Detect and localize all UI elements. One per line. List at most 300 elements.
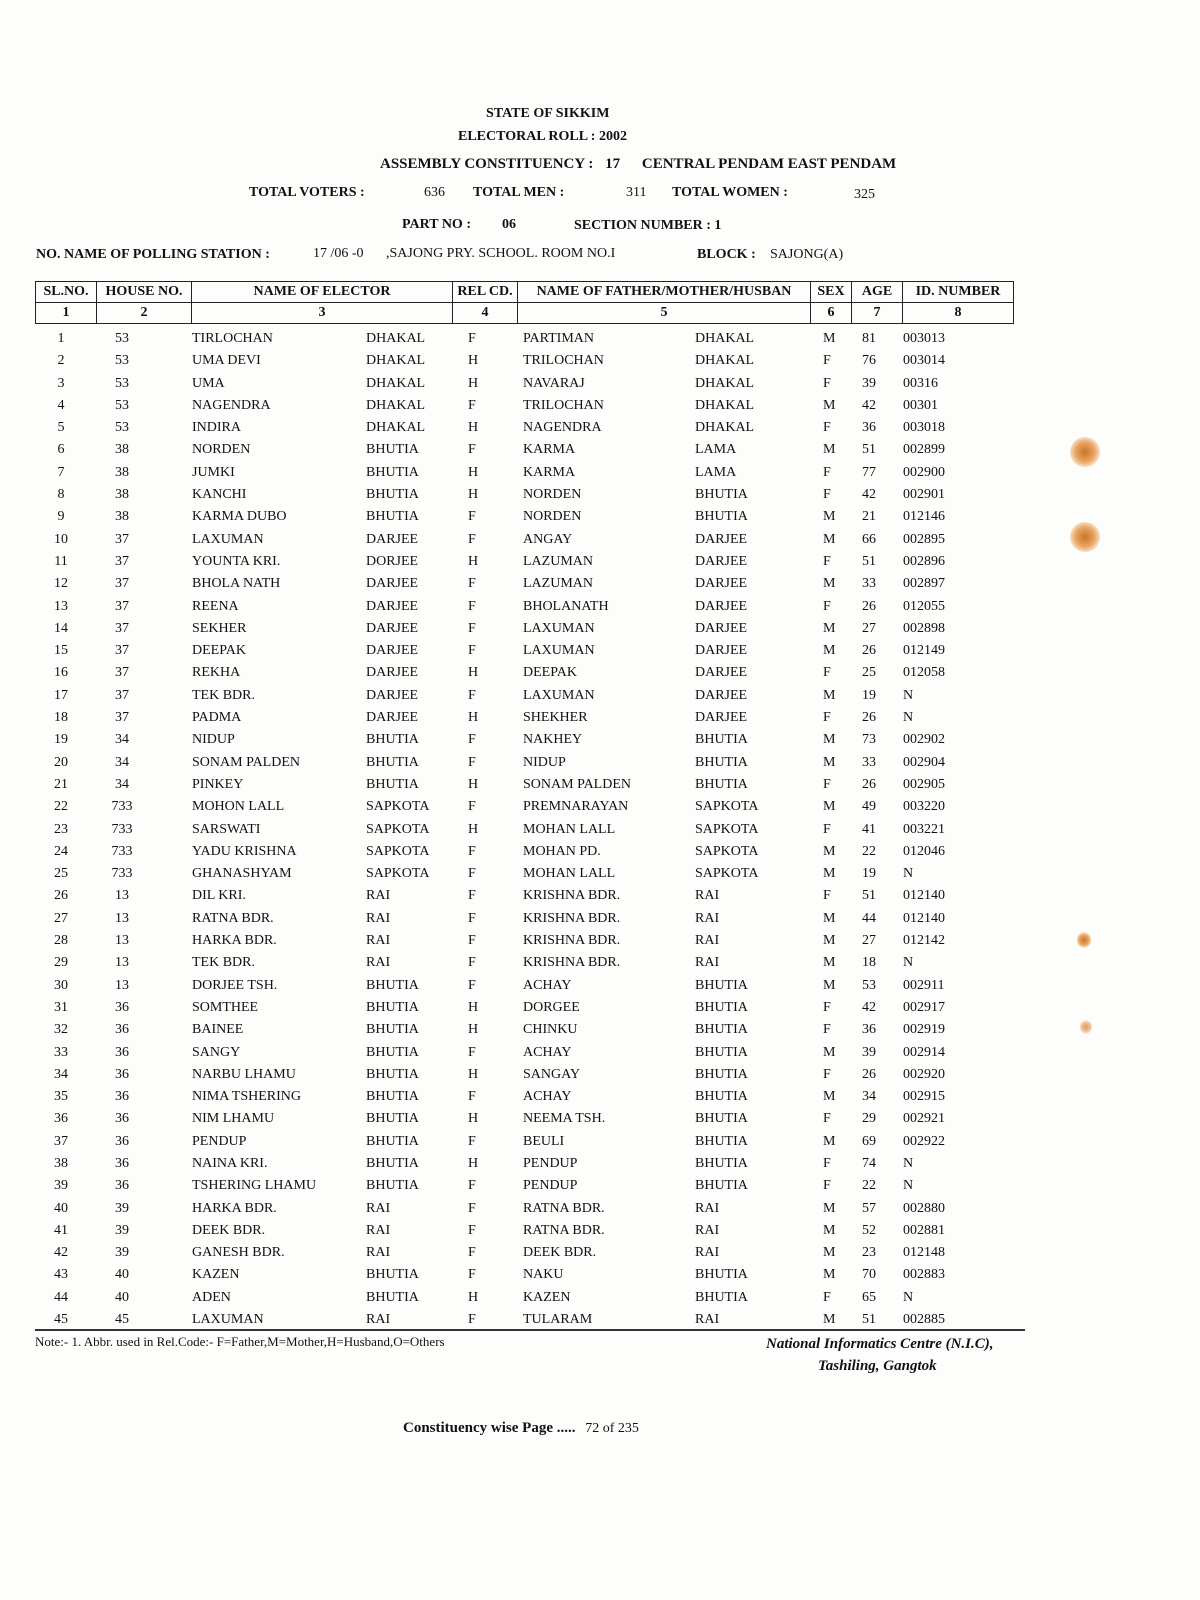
cell-age: 29 (862, 1111, 876, 1127)
cell-rel-code: F (468, 397, 476, 413)
cell-age: 76 (862, 353, 876, 369)
cell-rel-code: F (468, 1267, 476, 1283)
cell-id-number: 002917 (903, 999, 945, 1015)
cell-relative-surname: DARJEE (695, 643, 748, 659)
polling-station-number: 17 /06 -0 (313, 246, 364, 261)
cell-sex: M (823, 442, 836, 458)
table-row (0, 1175, 1200, 1197)
cell-sl-no: 37 (54, 1133, 68, 1149)
cell-age: 36 (862, 1022, 876, 1038)
cell-relative-name: KARMA (523, 464, 576, 480)
cell-elector-surname: BHUTIA (366, 1111, 419, 1127)
cell-id-number: 003221 (903, 821, 945, 837)
cell-sl-no: 20 (54, 754, 68, 770)
table-row (0, 439, 1200, 461)
cell-rel-code: F (468, 933, 476, 949)
cell-sl-no: 28 (54, 933, 68, 949)
cell-age: 25 (862, 665, 876, 681)
cell-elector-name: JUMKI (192, 464, 235, 480)
cell-elector-surname: DORJEE (366, 553, 419, 569)
cell-age: 19 (862, 687, 876, 703)
column-number-row (36, 303, 1014, 324)
cell-elector-name: DIL KRI. (192, 888, 246, 904)
cell-sex: M (823, 331, 836, 346)
cell-elector-name: DEEK BDR. (192, 1222, 266, 1238)
cell-elector-name: SOMTHEE (192, 999, 259, 1015)
constituency-number: 17 (605, 156, 621, 172)
cell-relative-surname: SAPKOTA (695, 821, 759, 837)
table-row (0, 417, 1200, 439)
cell-elector-surname: DHAKAL (366, 375, 426, 391)
cell-relative-name: KAZEN (523, 1289, 571, 1305)
cell-sex: M (823, 643, 836, 659)
cell-rel-code: F (468, 442, 476, 458)
cell-sl-no: 29 (54, 955, 68, 971)
cell-elector-name: SEKHER (192, 620, 247, 636)
cell-relative-name: NAKHEY (523, 732, 583, 748)
cell-id-number: 002902 (903, 732, 945, 748)
cell-sex: F (823, 464, 831, 480)
cell-elector-surname: DARJEE (366, 710, 419, 726)
cell-rel-code: F (468, 687, 476, 703)
cell-sl-no: 7 (57, 464, 65, 480)
cell-sl-no: 19 (54, 732, 68, 748)
cell-sex: M (823, 1312, 836, 1328)
cell-relative-surname: BHUTIA (695, 732, 748, 748)
cell-relative-surname: BHUTIA (695, 1022, 748, 1038)
cell-sex: M (823, 1089, 836, 1105)
table-row (0, 707, 1200, 729)
cell-sex: M (823, 799, 836, 815)
cell-relative-surname: RAI (695, 955, 720, 971)
elector-rows (0, 328, 1200, 1331)
cell-id-number: N (903, 955, 914, 971)
column-number-7: 7 (852, 303, 903, 324)
cell-sl-no: 21 (54, 776, 68, 792)
cell-relative-surname: LAMA (695, 464, 737, 480)
cell-relative-surname: DHAKAL (695, 331, 755, 346)
cell-relative-name: MOHAN LALL (523, 821, 616, 837)
table-row (0, 863, 1200, 885)
cell-id-number: 002919 (903, 1022, 945, 1038)
table-row (0, 1287, 1200, 1309)
column-header-sex: SEX (811, 282, 852, 303)
cell-sl-no: 44 (54, 1289, 68, 1305)
cell-id-number: 012149 (903, 643, 945, 659)
table-row (0, 752, 1200, 774)
cell-elector-surname: DHAKAL (366, 397, 426, 413)
column-header-table (35, 281, 1014, 324)
cell-house-no: 733 (111, 843, 133, 859)
cell-sl-no: 26 (54, 888, 68, 904)
cell-elector-name: NIM LHAMU (192, 1111, 275, 1127)
table-row (0, 1242, 1200, 1264)
cell-sex: M (823, 933, 836, 949)
cell-age: 53 (862, 977, 876, 993)
cell-age: 27 (862, 933, 876, 949)
cell-age: 49 (862, 799, 876, 815)
cell-house-no: 39 (115, 1200, 129, 1216)
cell-age: 36 (862, 420, 876, 436)
cell-elector-name: NIMA TSHERING (192, 1089, 302, 1105)
cell-age: 23 (862, 1245, 876, 1261)
table-row (0, 506, 1200, 528)
cell-sex: F (823, 1022, 831, 1038)
cell-elector-surname: SAPKOTA (366, 799, 430, 815)
cell-elector-name: PINKEY (192, 776, 244, 792)
total-women-label: TOTAL WOMEN : (672, 185, 788, 200)
cell-sex: F (823, 420, 831, 436)
cell-age: 65 (862, 1289, 876, 1305)
cell-elector-name: BAINEE (192, 1022, 244, 1038)
table-row (0, 975, 1200, 997)
block-label: BLOCK : (697, 247, 756, 262)
cell-sex: F (823, 1111, 831, 1127)
cell-elector-surname: BHUTIA (366, 1089, 419, 1105)
cell-house-no: 34 (115, 776, 129, 792)
cell-relative-surname: DARJEE (695, 553, 748, 569)
cell-sex: M (823, 576, 836, 592)
cell-elector-surname: BHUTIA (366, 732, 419, 748)
cell-house-no: 38 (115, 464, 129, 480)
cell-age: 26 (862, 1066, 876, 1082)
cell-age: 39 (862, 1044, 876, 1060)
cell-sex: M (823, 977, 836, 993)
cell-age: 26 (862, 598, 876, 614)
cell-sex: F (823, 553, 831, 569)
cell-age: 69 (862, 1133, 876, 1149)
cell-elector-surname: BHUTIA (366, 1066, 419, 1082)
total-voters-value: 636 (424, 185, 445, 200)
cell-id-number: 002920 (903, 1066, 945, 1082)
cell-elector-surname: DARJEE (366, 531, 419, 547)
cell-elector-name: DORJEE TSH. (192, 977, 278, 993)
part-number: 06 (502, 217, 516, 232)
column-header-sl-no: SL.NO. (36, 282, 97, 303)
cell-elector-surname: SAPKOTA (366, 866, 430, 882)
cell-relative-name: TULARAM (523, 1312, 593, 1328)
cell-id-number: N (903, 687, 914, 703)
cell-house-no: 53 (115, 375, 129, 391)
table-row (0, 685, 1200, 707)
cell-sl-no: 36 (54, 1111, 68, 1127)
cell-house-no: 36 (115, 1155, 129, 1171)
cell-relative-name: PENDUP (523, 1178, 578, 1194)
cell-sl-no: 16 (54, 665, 68, 681)
cell-id-number: N (903, 1289, 914, 1305)
cell-sex: M (823, 732, 836, 748)
cell-relative-surname: DHAKAL (695, 353, 755, 369)
cell-elector-surname: DARJEE (366, 620, 419, 636)
cell-sl-no: 17 (54, 687, 68, 703)
cell-id-number: 002895 (903, 531, 945, 547)
cell-sl-no: 34 (54, 1066, 68, 1082)
table-row (0, 1064, 1200, 1086)
cell-sl-no: 12 (54, 576, 68, 592)
cell-id-number: 002896 (903, 553, 945, 569)
cell-sex: M (823, 910, 836, 926)
cell-elector-name: REKHA (192, 665, 241, 681)
cell-elector-surname: RAI (366, 933, 391, 949)
cell-relative-surname: BHUTIA (695, 999, 748, 1015)
cell-age: 26 (862, 776, 876, 792)
total-voters-label: TOTAL VOTERS : (249, 185, 365, 200)
cell-id-number: 002904 (903, 754, 945, 770)
table-row (0, 1264, 1200, 1286)
cell-elector-name: LAXUMAN (192, 531, 264, 547)
cell-age: 81 (862, 331, 876, 346)
cell-elector-name: UMA (192, 375, 225, 391)
cell-relative-name: KARMA (523, 442, 576, 458)
cell-rel-code: H (468, 464, 479, 480)
column-header-rel-cd: REL CD. (453, 282, 518, 303)
cell-age: 42 (862, 487, 876, 503)
cell-sex: M (823, 955, 836, 971)
total-men-label: TOTAL MEN : (473, 185, 565, 200)
cell-elector-surname: BHUTIA (366, 1289, 419, 1305)
cell-relative-surname: DARJEE (695, 576, 748, 592)
cell-relative-surname: BHUTIA (695, 1155, 748, 1171)
cell-id-number: 002880 (903, 1200, 945, 1216)
cell-sex: M (823, 1267, 836, 1283)
cell-sl-no: 9 (57, 509, 65, 525)
cell-house-no: 37 (115, 553, 129, 569)
constituency-label: ASSEMBLY CONSTITUENCY : (380, 156, 594, 172)
cell-rel-code: H (468, 999, 479, 1015)
table-row (0, 930, 1200, 952)
cell-elector-surname: RAI (366, 910, 391, 926)
cell-age: 18 (862, 955, 876, 971)
cell-rel-code: H (468, 487, 479, 503)
cell-relative-name: DEEK BDR. (523, 1245, 597, 1261)
cell-age: 22 (862, 843, 876, 859)
table-row (0, 1019, 1200, 1041)
cell-rel-code: H (468, 420, 479, 436)
cell-sex: M (823, 754, 836, 770)
cell-elector-surname: RAI (366, 955, 391, 971)
cell-elector-name: DEEPAK (192, 643, 246, 659)
nic-name: National Informatics Centre (N.I.C), (766, 1336, 994, 1352)
cell-sex: M (823, 687, 836, 703)
cell-house-no: 13 (115, 955, 129, 971)
cell-sex: M (823, 843, 836, 859)
table-row (0, 573, 1200, 595)
cell-rel-code: H (468, 710, 479, 726)
cell-house-no: 34 (115, 732, 129, 748)
cell-id-number: 003018 (903, 420, 945, 436)
cell-age: 33 (862, 754, 876, 770)
cell-age: 41 (862, 821, 876, 837)
cell-elector-name: PADMA (192, 710, 242, 726)
cell-relative-surname: DHAKAL (695, 420, 755, 436)
cell-elector-surname: BHUTIA (366, 1022, 419, 1038)
cell-elector-surname: BHUTIA (366, 1133, 419, 1149)
table-row (0, 1198, 1200, 1220)
cell-elector-surname: BHUTIA (366, 487, 419, 503)
nic-location: Tashiling, Gangtok (818, 1358, 937, 1374)
column-number-2: 2 (97, 303, 192, 324)
table-row (0, 350, 1200, 372)
footer-divider (35, 1329, 1025, 1331)
cell-id-number: 012046 (903, 843, 945, 859)
cell-id-number: 002922 (903, 1133, 945, 1149)
table-row (0, 373, 1200, 395)
cell-rel-code: F (468, 531, 476, 547)
cell-sex: F (823, 776, 831, 792)
cell-house-no: 37 (115, 643, 129, 659)
cell-sl-no: 2 (57, 353, 65, 369)
cell-id-number: 002901 (903, 487, 945, 503)
cell-house-no: 36 (115, 1089, 129, 1105)
cell-house-no: 53 (115, 397, 129, 413)
cell-age: 21 (862, 509, 876, 525)
cell-age: 77 (862, 464, 876, 480)
polling-station-name: ,SAJONG PRY. SCHOOL. ROOM NO.I (386, 246, 616, 261)
cell-elector-name: TEK BDR. (192, 687, 255, 703)
cell-rel-code: H (468, 1022, 479, 1038)
cell-rel-code: H (468, 821, 479, 837)
cell-relative-surname: BHUTIA (695, 1066, 748, 1082)
cell-age: 19 (862, 866, 876, 882)
cell-relative-surname: BHUTIA (695, 977, 748, 993)
cell-sl-no: 14 (54, 620, 68, 636)
cell-house-no: 37 (115, 710, 129, 726)
column-number-5: 5 (518, 303, 811, 324)
cell-sex: F (823, 821, 831, 837)
cell-elector-surname: DARJEE (366, 598, 419, 614)
cell-age: 52 (862, 1222, 876, 1238)
cell-id-number: N (903, 710, 914, 726)
cell-rel-code: H (468, 353, 479, 369)
cell-sl-no: 25 (54, 866, 68, 882)
cell-rel-code: F (468, 509, 476, 525)
cell-elector-name: NIDUP (192, 732, 235, 748)
cell-age: 74 (862, 1155, 876, 1171)
cell-relative-name: LAXUMAN (523, 620, 595, 636)
cell-sl-no: 41 (54, 1222, 68, 1238)
cell-id-number: N (903, 866, 914, 882)
cell-house-no: 36 (115, 1111, 129, 1127)
cell-relative-name: SHEKHER (523, 710, 588, 726)
column-number-3: 3 (192, 303, 453, 324)
cell-elector-name: SANGY (192, 1044, 241, 1060)
cell-rel-code: F (468, 732, 476, 748)
table-row (0, 796, 1200, 818)
cell-id-number: N (903, 1178, 914, 1194)
cell-sex: M (823, 620, 836, 636)
table-row (0, 774, 1200, 796)
cell-elector-surname: SAPKOTA (366, 843, 430, 859)
cell-elector-name: KARMA DUBO (192, 509, 287, 525)
cell-relative-surname: DARJEE (695, 531, 748, 547)
cell-sl-no: 43 (54, 1267, 68, 1283)
cell-rel-code: F (468, 1044, 476, 1060)
cell-rel-code: F (468, 643, 476, 659)
cell-id-number: 003013 (903, 331, 945, 346)
cell-sex: F (823, 1155, 831, 1171)
cell-house-no: 733 (111, 866, 133, 882)
cell-age: 34 (862, 1089, 876, 1105)
cell-relative-surname: BHUTIA (695, 487, 748, 503)
cell-elector-name: NAGENDRA (192, 397, 271, 413)
rel-code-note: Note:- 1. Abbr. used in Rel.Code:- F=Father,M=Mother,H=Husband,O=Others (35, 1334, 445, 1349)
cell-relative-surname: BHUTIA (695, 509, 748, 525)
cell-sex: F (823, 665, 831, 681)
cell-elector-surname: DHAKAL (366, 353, 426, 369)
cell-age: 27 (862, 620, 876, 636)
cell-sl-no: 15 (54, 643, 68, 659)
cell-elector-surname: DARJEE (366, 687, 419, 703)
cell-relative-surname: RAI (695, 933, 720, 949)
cell-id-number: 012055 (903, 598, 945, 614)
cell-relative-surname: BHUTIA (695, 754, 748, 770)
cell-rel-code: H (468, 553, 479, 569)
cell-age: 73 (862, 732, 876, 748)
cell-relative-name: KRISHNA BDR. (523, 888, 621, 904)
cell-relative-name: NORDEN (523, 509, 582, 525)
table-row (0, 596, 1200, 618)
cell-relative-name: RATNA BDR. (523, 1222, 605, 1238)
cell-sex: M (823, 1133, 836, 1149)
table-row (0, 952, 1200, 974)
cell-elector-name: TEK BDR. (192, 955, 255, 971)
cell-relative-name: MOHAN PD. (523, 843, 601, 859)
cell-sl-no: 45 (54, 1312, 68, 1328)
cell-elector-surname: BHUTIA (366, 1178, 419, 1194)
cell-id-number: 012140 (903, 910, 945, 926)
cell-sex: F (823, 375, 831, 391)
cell-elector-name: KANCHI (192, 487, 247, 503)
cell-elector-name: PENDUP (192, 1133, 247, 1149)
cell-relative-name: BEULI (523, 1133, 565, 1149)
cell-elector-surname: DHAKAL (366, 331, 426, 346)
cell-rel-code: F (468, 799, 476, 815)
cell-elector-surname: RAI (366, 888, 391, 904)
cell-relative-name: KRISHNA BDR. (523, 933, 621, 949)
cell-relative-name: DORGEE (523, 999, 580, 1015)
cell-sl-no: 42 (54, 1245, 68, 1261)
cell-sex: F (823, 999, 831, 1015)
cell-sex: M (823, 1222, 836, 1238)
cell-relative-name: ACHAY (523, 1089, 572, 1105)
cell-elector-name: MOHON LALL (192, 799, 285, 815)
cell-elector-surname: BHUTIA (366, 442, 419, 458)
cell-rel-code: H (468, 1066, 479, 1082)
cell-elector-name: INDIRA (192, 420, 241, 436)
cell-house-no: 36 (115, 1178, 129, 1194)
state-title: STATE OF SIKKIM (486, 106, 610, 121)
cell-elector-surname: BHUTIA (366, 1044, 419, 1060)
cell-house-no: 733 (111, 821, 133, 837)
column-number-1: 1 (36, 303, 97, 324)
cell-relative-name: NIDUP (523, 754, 566, 770)
cell-house-no: 39 (115, 1222, 129, 1238)
cell-relative-surname: RAI (695, 1222, 720, 1238)
table-row (0, 1086, 1200, 1108)
cell-elector-surname: DHAKAL (366, 420, 426, 436)
cell-sl-no: 10 (54, 531, 68, 547)
cell-sex: F (823, 1289, 831, 1305)
table-row (0, 484, 1200, 506)
cell-id-number: 012146 (903, 509, 945, 525)
cell-relative-surname: BHUTIA (695, 1289, 748, 1305)
page-label: Constituency wise Page ..... (403, 1420, 576, 1436)
cell-relative-surname: BHUTIA (695, 1044, 748, 1060)
cell-sex: M (823, 866, 836, 882)
cell-sex: F (823, 487, 831, 503)
cell-id-number: 002897 (903, 576, 945, 592)
table-row (0, 729, 1200, 751)
